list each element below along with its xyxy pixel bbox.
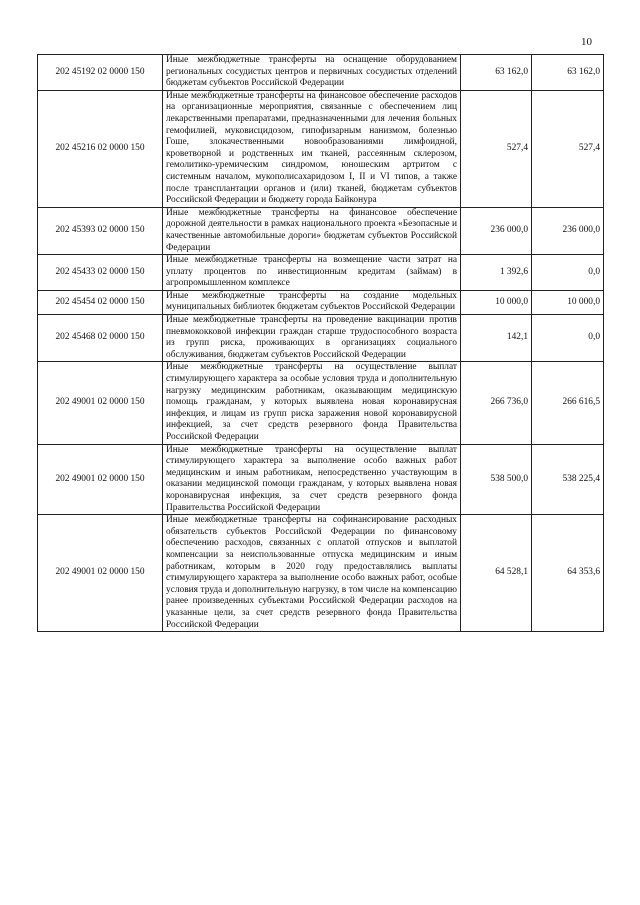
amount-column-2: 527,4 — [532, 90, 604, 207]
budget-code: 202 45454 02 0000 150 — [38, 290, 163, 314]
budget-code: 202 49001 02 0000 150 — [38, 515, 163, 632]
table-row — [38, 90, 604, 207]
amount-column-1: 64 528,1 — [461, 515, 532, 632]
row-description: Иные межбюджетные трансферты на финансовое обеспечение дорожной деятельности в рамках национального проекта «Безопасные и качественные автомобильные дороги» бюджетам субъектов Российской Федерации — [163, 207, 461, 254]
page-number: 10 — [581, 36, 592, 48]
table-row — [38, 290, 604, 314]
budget-table — [37, 54, 604, 632]
amount-column-2: 0,0 — [532, 255, 604, 291]
table-row — [38, 207, 604, 254]
amount-column-1: 63 162,0 — [461, 55, 532, 91]
amount-column-1: 236 000,0 — [461, 207, 532, 254]
budget-code: 202 49001 02 0000 150 — [38, 362, 163, 444]
amount-column-1: 527,4 — [461, 90, 532, 207]
amount-column-1: 10 000,0 — [461, 290, 532, 314]
budget-code: 202 45433 02 0000 150 — [38, 255, 163, 291]
table-row — [38, 55, 604, 91]
amount-column-2: 0,0 — [532, 315, 604, 362]
amount-column-1: 142,1 — [461, 315, 532, 362]
amount-column-1: 538 500,0 — [461, 444, 532, 515]
budget-code: 202 45192 02 0000 150 — [38, 55, 163, 91]
table-row — [38, 315, 604, 362]
amount-column-2: 266 616,5 — [532, 362, 604, 444]
budget-code: 202 45216 02 0000 150 — [38, 90, 163, 207]
amount-column-2: 10 000,0 — [532, 290, 604, 314]
amount-column-1: 1 392,6 — [461, 255, 532, 291]
row-description: Иные межбюджетные трансферты на создание модельных муниципальных библиотек бюджетам субъектов Российской Федерации — [163, 290, 461, 314]
row-description: Иные межбюджетные трансферты на финансовое обеспечение расходов на организационные мероприятия, связанные с обеспечением лиц лекарственными препаратами, предназначенными для лечения больных гемофилией, муковисцидозом, гипофизарным нанизмом, болезнью Гоше, злокачественными новообразованиями лимфоидной, кроветворной и родственных им тканей, рассеянным склерозом, гемолитико-уремическим синдромом, юношеским артритом с системным началом, мукополисахаридозом I, II и VI типов, а также после трансплантации органов и (или) тканей, бюджетам субъектов Российской Федерации и бюджету города Байконура — [163, 90, 461, 207]
budget-code: 202 45468 02 0000 150 — [38, 315, 163, 362]
amount-column-2: 236 000,0 — [532, 207, 604, 254]
amount-column-2: 63 162,0 — [532, 55, 604, 91]
amount-column-2: 64 353,6 — [532, 515, 604, 632]
amount-column-2: 538 225,4 — [532, 444, 604, 515]
budget-code: 202 45393 02 0000 150 — [38, 207, 163, 254]
row-description: Иные межбюджетные трансферты на осуществление выплат стимулирующего характера за особые условия труда и дополнительную нагрузку медицинским работникам, оказывающим медицинскую помощь гражданам, у которых выявлена новая коронавирусная инфекция, и лицам из групп риска заражения новой коронавирусной инфекцией, за счет средств резервного фонда Правительства Российской Федерации — [163, 362, 461, 444]
row-description: Иные межбюджетные трансферты на возмещение части затрат на уплату процентов по инвестиционным кредитам (займам) в агропромышленном комплексе — [163, 255, 461, 291]
amount-column-1: 266 736,0 — [461, 362, 532, 444]
table-row — [38, 255, 604, 291]
table-row — [38, 515, 604, 632]
row-description: Иные межбюджетные трансферты на софинансирование расходных обязательств субъектов Российской Федерации по финансовому обеспечению расходов, связанных с оплатой отпусков и выплатой компенсации за неиспользованные отпуска медицинским и иным работникам, которым в 2020 году предоставлялись выплаты стимулирующего характера за выполнение особо важных работ, особые условия труда и дополнительную нагрузку, в том числе на компенсацию ранее произведенных субъектами Российской Федерации расходов на указанные цели, за счет средств резервного фонда Правительства Российской Федерации — [163, 515, 461, 632]
table-row — [38, 362, 604, 444]
table-row — [38, 444, 604, 515]
row-description: Иные межбюджетные трансферты на оснащение оборудованием региональных сосудистых центров и первичных сосудистых отделений бюджетам субъектов Российской Федерации — [163, 55, 461, 91]
budget-code: 202 49001 02 0000 150 — [38, 444, 163, 515]
row-description: Иные межбюджетные трансферты на осуществление выплат стимулирующего характера за выполнение особо важных работ медицинским и иным работникам, непосредственно участвующим в оказании медицинской помощи гражданам, у которых выявлена новая коронавирусная инфекция, за счет средств резервного фонда Правительства Российской Федерации — [163, 444, 461, 515]
row-description: Иные межбюджетные трансферты на проведение вакцинации против пневмококковой инфекции граждан старше трудоспособного возраста из групп риска, проживающих в организациях социального обслуживания, бюджетам субъектов Российской Федерации — [163, 315, 461, 362]
